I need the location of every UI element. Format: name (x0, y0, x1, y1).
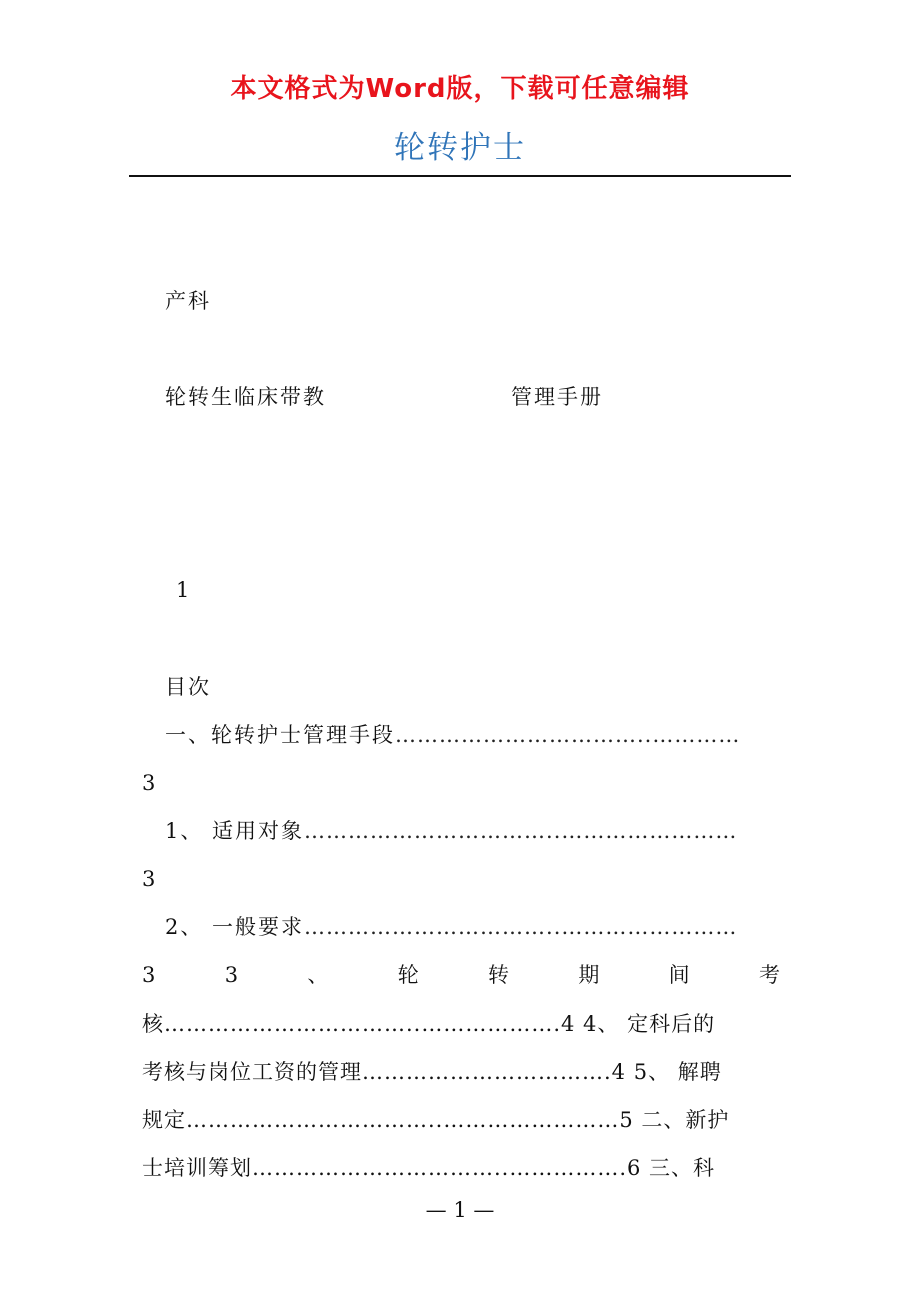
toc-item-page: 3 (142, 771, 158, 795)
manual-title-left: 轮转生临床带教 (165, 385, 326, 409)
header-divider (129, 175, 791, 177)
page-footer-number: — 1 — (425, 1198, 495, 1222)
toc-justified-char: 3 (224, 963, 239, 987)
toc-continuation-line: 士培训筹划……………………………..…………….6 三、科 (142, 1156, 716, 1180)
toc-justified-char: 期 (578, 963, 600, 987)
toc-justified-char: 、 (307, 963, 329, 987)
toc-justified-line (142, 961, 780, 989)
manual-title-right: 管理手册 (511, 385, 603, 409)
toc-continuation-line: 考核与岗位工资的管理…………………………….4 5、 解聘 (142, 1060, 722, 1084)
toc-item-label: 一、轮转护士管理手段 (165, 723, 395, 747)
toc-heading: 目次 (165, 675, 211, 699)
department-label: 产科 (165, 289, 211, 313)
toc-leader-dots: ……………………………..…………………… (304, 819, 738, 843)
toc-item-label: 2、 一般要求 (165, 915, 305, 939)
toc-item-label: 1、 适用对象 (165, 819, 305, 843)
toc-item-applicable-objects (165, 817, 790, 845)
toc-justified-char: 考 (758, 963, 780, 987)
toc-leader-dots: ……………………………..…………………… (304, 915, 738, 939)
toc-continuation-line: 规定……………………………..……………………5 二、新护 (142, 1108, 730, 1132)
toc-leader-dots: ……………………………..………… (395, 723, 741, 747)
toc-justified-char: 转 (488, 963, 509, 987)
download-banner: 本文格式为Word版，下载可任意编辑 (230, 74, 690, 104)
toc-justified-char: 3 (142, 963, 156, 987)
page-number-one: 1 (176, 578, 192, 602)
toc-item-general-requirements (165, 913, 790, 941)
document-title: 轮转护士 (394, 130, 526, 166)
toc-item-management-means (165, 721, 790, 749)
toc-justified-char: 轮 (397, 963, 419, 987)
toc-justified-char: 间 (668, 963, 690, 987)
toc-item-page: 3 (142, 867, 158, 891)
toc-continuation-line: 核……………………………..……………….4 4、 定科后的 (142, 1012, 716, 1036)
